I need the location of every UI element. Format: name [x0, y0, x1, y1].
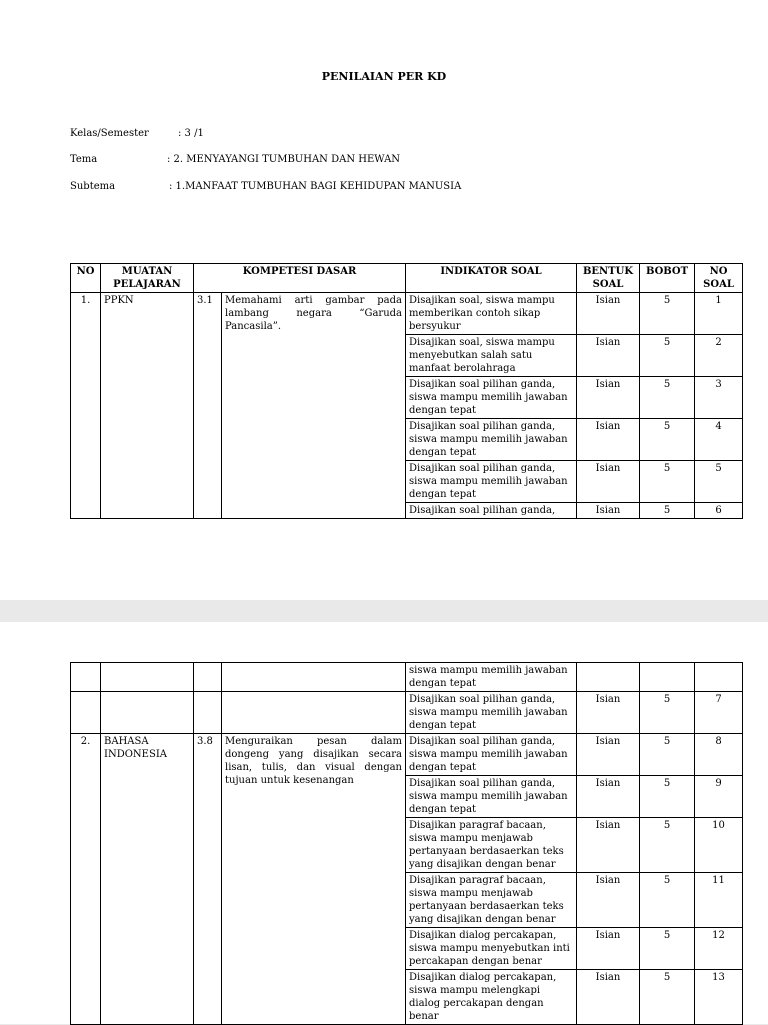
indikator-cell: Disajikan soal, siswa mampu memberikan contoh sikap bersyukur: [406, 293, 577, 335]
header-bentuk: BENTUK SOAL: [577, 264, 640, 293]
bentuk-cell: Isian: [577, 928, 640, 970]
kd-text: Menguraikan pesan dalam dongeng yang disajikan secara lisan, tulis, dan visual dengan tujuan untuk kesenangan: [222, 734, 406, 1025]
group-number-continued: [71, 692, 101, 734]
bobot-cell: 5: [640, 928, 695, 970]
no-soal-cell: 11: [695, 873, 743, 928]
no-soal-cell: 10: [695, 818, 743, 873]
header-bobot: BOBOT: [640, 264, 695, 293]
header-kompetensi: KOMPETESI DASAR: [194, 264, 406, 293]
document-title: PENILAIAN PER KD: [321, 70, 447, 83]
indikator-cell: Disajikan soal, siswa mampu menyebutkan salah satu manfaat berolahraga: [406, 335, 577, 377]
kd-number: 3.8: [194, 734, 222, 1025]
no-soal-cell: 3: [695, 377, 743, 419]
table-header-row: [71, 264, 743, 293]
no-soal-cell: [695, 663, 743, 692]
bentuk-cell: Isian: [577, 692, 640, 734]
no-soal-cell: 13: [695, 970, 743, 1025]
bentuk-cell: Isian: [577, 419, 640, 461]
indikator-cell: Disajikan dialog percakapan, siswa mampu menyebutkan inti percakapan dengan benar: [406, 928, 577, 970]
indikator-cell: Disajikan soal pilihan ganda, siswa mampu memilih jawaban dengan tepat: [406, 734, 577, 776]
assessment-table: [70, 263, 743, 519]
bentuk-cell: Isian: [577, 377, 640, 419]
no-soal-cell: 7: [695, 692, 743, 734]
bobot-cell: 5: [640, 419, 695, 461]
kd-text: Memahami arti gambar pada lambang negara “Garuda Pancasila”.: [222, 293, 406, 519]
indikator-cell: Disajikan soal pilihan ganda,: [406, 503, 577, 519]
no-soal-cell: 1: [695, 293, 743, 335]
indikator-cell: Disajikan soal pilihan ganda, siswa mampu memilih jawaban dengan tepat: [406, 461, 577, 503]
assessment-table-continued: [70, 662, 743, 1025]
bobot-cell: 5: [640, 734, 695, 776]
indikator-cell: Disajikan soal pilihan ganda, siswa mampu memilih jawaban dengan tepat: [406, 692, 577, 734]
meta-value: : 1.MANFAAT TUMBUHAN BAGI KEHIDUPAN MANUSIA: [169, 181, 462, 192]
group-number-continued: [71, 663, 101, 692]
bentuk-cell: Isian: [577, 293, 640, 335]
no-soal-cell: 2: [695, 335, 743, 377]
indikator-cell: Disajikan dialog percakapan, siswa mampu melengkapi dialog percakapan dengan benar: [406, 970, 577, 1025]
bobot-cell: 5: [640, 776, 695, 818]
table-row: [71, 663, 743, 692]
meta-value: : 2. MENYAYANGI TUMBUHAN DAN HEWAN: [167, 154, 401, 165]
bentuk-cell: Isian: [577, 970, 640, 1025]
kd-number-continued: [194, 663, 222, 692]
bobot-cell: 5: [640, 818, 695, 873]
table-row: [71, 734, 743, 776]
no-soal-cell: 5: [695, 461, 743, 503]
bobot-cell: [640, 663, 695, 692]
document-page-2: [0, 622, 768, 1024]
bentuk-cell: Isian: [577, 503, 640, 519]
indikator-cell: Disajikan soal pilihan ganda, siswa mampu memilih jawaban dengan tepat: [406, 419, 577, 461]
meta-label: Tema: [70, 154, 98, 165]
bentuk-cell: Isian: [577, 461, 640, 503]
bobot-cell: 5: [640, 692, 695, 734]
bentuk-cell: [577, 663, 640, 692]
header-no-soal: NO SOAL: [695, 264, 743, 293]
bobot-cell: 5: [640, 461, 695, 503]
no-soal-cell: 12: [695, 928, 743, 970]
header-muatan: MUATAN PELAJARAN: [101, 264, 194, 293]
kd-text-continued: [222, 692, 406, 734]
group-subject: BAHASA INDONESIA: [101, 734, 194, 1025]
header-indikator: INDIKATOR SOAL: [406, 264, 577, 293]
group-subject-continued: [101, 663, 194, 692]
bobot-cell: 5: [640, 873, 695, 928]
bentuk-cell: Isian: [577, 873, 640, 928]
kd-text-continued: [222, 663, 406, 692]
header-no: NO: [71, 264, 101, 293]
table-row: [71, 293, 743, 335]
bobot-cell: 5: [640, 503, 695, 519]
indikator-cell: Disajikan soal pilihan ganda, siswa mampu memilih jawaban dengan tepat: [406, 776, 577, 818]
group-number: 2.: [71, 734, 101, 1025]
group-number: 1.: [71, 293, 101, 519]
indikator-cell: Disajikan paragraf bacaan, siswa mampu menjawab pertanyaan berdasaerkan teks yang disajikan dengan benar: [406, 818, 577, 873]
no-soal-cell: 8: [695, 734, 743, 776]
bentuk-cell: Isian: [577, 734, 640, 776]
bobot-cell: 5: [640, 970, 695, 1025]
indikator-cell: Disajikan paragraf bacaan, siswa mampu menjawab pertanyaan berdasaerkan teks yang disajikan dengan benar: [406, 873, 577, 928]
indikator-cell: Disajikan soal pilihan ganda, siswa mampu memilih jawaban dengan tepat: [406, 377, 577, 419]
bentuk-cell: Isian: [577, 776, 640, 818]
kd-number: 3.1: [194, 293, 222, 519]
bobot-cell: 5: [640, 293, 695, 335]
meta-label: Kelas/Semester: [70, 128, 149, 139]
group-subject: PPKN: [101, 293, 194, 519]
bentuk-cell: Isian: [577, 818, 640, 873]
no-soal-cell: 4: [695, 419, 743, 461]
meta-label: Subtema: [70, 181, 116, 192]
bobot-cell: 5: [640, 335, 695, 377]
bobot-cell: 5: [640, 377, 695, 419]
indikator-cell: siswa mampu memilih jawaban dengan tepat: [406, 663, 577, 692]
table-row: [71, 692, 743, 734]
kd-number-continued: [194, 692, 222, 734]
meta-value: : 3 /1: [178, 128, 204, 139]
bentuk-cell: Isian: [577, 335, 640, 377]
no-soal-cell: 9: [695, 776, 743, 818]
group-subject-continued: [101, 692, 194, 734]
no-soal-cell: 6: [695, 503, 743, 519]
